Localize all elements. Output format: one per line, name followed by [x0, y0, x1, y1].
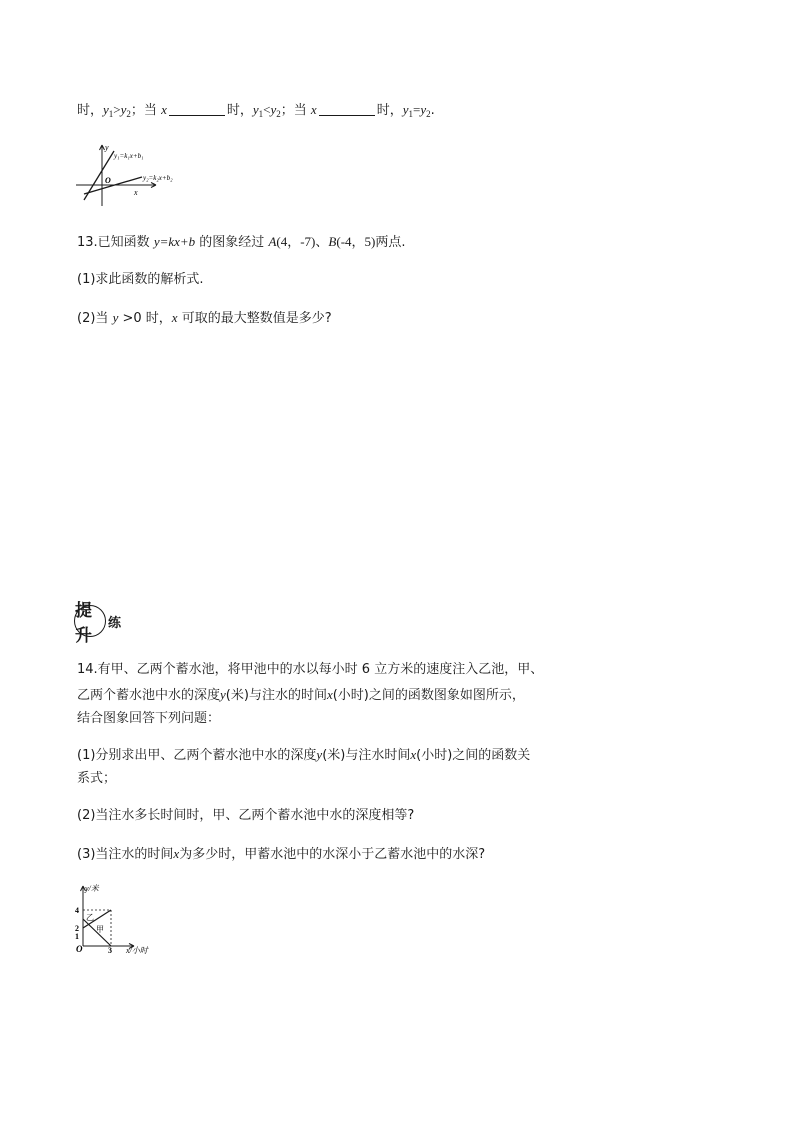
eq-sign: =: [412, 102, 421, 117]
answer-blank-2[interactable]: [319, 102, 375, 116]
subscript: 2: [126, 109, 131, 119]
q12-text: ；当: [280, 103, 311, 118]
var-x: x: [410, 747, 417, 762]
subscript: 1: [108, 109, 114, 119]
q12-text: 时，: [226, 103, 253, 118]
line2-label: y₂=k₂x+b₂: [143, 174, 173, 182]
var-y: y: [120, 102, 127, 117]
badge-text: 提升: [75, 601, 91, 646]
q13-part2: [77, 309, 332, 328]
q12-line: [77, 101, 435, 123]
var-y: y: [103, 102, 109, 117]
x-axis-label: x: [134, 188, 138, 197]
var-y: y: [112, 310, 119, 325]
var-y: y: [316, 747, 323, 762]
label-jia: 甲: [96, 925, 104, 934]
x-axis-label: x/小时: [126, 946, 148, 955]
q14-part3: [77, 845, 485, 864]
point-a: A: [268, 234, 277, 249]
q13-text: >0 时，: [118, 311, 172, 326]
line1-label: y₁=k₁x+b₁: [114, 152, 144, 160]
q14-text: (3)当注水的时间: [77, 847, 174, 862]
answer-blank-1[interactable]: [169, 102, 225, 116]
graph-two-lines: [74, 142, 192, 208]
origin-label: O: [76, 944, 83, 954]
q12-text: ；当: [130, 103, 162, 118]
subscript: 1: [408, 109, 413, 119]
q13-stem: [77, 233, 406, 252]
q14-line3: 结合图象回答下列问题：: [77, 711, 221, 726]
q12-text: .: [430, 103, 435, 118]
var-x: x: [326, 687, 333, 702]
subscript: 2: [276, 109, 281, 119]
q13-text: 13.已知函数: [77, 235, 154, 250]
lt-sign: <: [263, 102, 271, 117]
var-y: y: [252, 102, 259, 117]
q13-text: 可取的最大整数值是多少?: [177, 311, 332, 326]
point-a-coords: (4，-7): [276, 234, 316, 249]
q13-text: 、: [315, 235, 329, 250]
var-x: x: [171, 310, 178, 325]
gt-sign: >: [113, 102, 121, 117]
q14-part2: (2)当注水多长时间时，甲、乙两个蓄水池中水的深度相等?: [77, 808, 415, 823]
tick-4: 4: [75, 906, 79, 915]
var-x: x: [173, 846, 180, 861]
q13-text: (2)当: [77, 311, 113, 326]
function-expr: y=kx+b: [153, 234, 196, 249]
q14-part1: [77, 746, 530, 765]
var-x: x: [161, 102, 167, 117]
tick-2: 2: [75, 924, 79, 933]
q14-text: (1)分别求出甲、乙两个蓄水池中水的深度: [77, 748, 317, 763]
q13-text: 两点.: [375, 235, 406, 250]
point-b: B: [328, 234, 337, 249]
subscript: 2: [426, 109, 431, 119]
badge-tail-text: 练: [108, 615, 122, 631]
y-axis-label: y/米: [85, 884, 99, 893]
q12-text: 时，: [77, 103, 104, 118]
var-y: y: [402, 102, 409, 117]
q14-part1-cont: 系式；: [77, 771, 117, 786]
label-yi: 乙: [86, 913, 94, 922]
q14-text: (米)与注水时间: [322, 748, 411, 763]
q13-part1: (1)求此函数的解析式.: [77, 272, 204, 287]
point-b-coords: (-4，5): [336, 234, 376, 249]
origin-label: O: [105, 176, 111, 185]
tick-1: 1: [75, 932, 79, 941]
q14-text: (小时)之间的函数图象如图所示，: [332, 688, 525, 703]
q14-text: 乙两个蓄水池中水的深度: [77, 688, 221, 703]
var-y: y: [420, 102, 427, 117]
q14-text: (小时)之间的函数关: [416, 748, 531, 763]
q14-line1: 14.有甲、乙两个蓄水池，将甲池中的水以每小时 6 立方米的速度注入乙池，甲、: [77, 662, 544, 677]
q14-line2: [77, 686, 525, 705]
q13-text: 的图象经过: [195, 235, 269, 250]
q12-text: 时，: [376, 103, 403, 118]
section-heading: [74, 601, 122, 646]
y-axis-label: y: [105, 143, 109, 152]
var-y: y: [270, 102, 277, 117]
var-x: x: [310, 102, 317, 117]
var-y: y: [220, 687, 226, 702]
subscript: 1: [258, 109, 264, 119]
q14-text: (米)与注水的时间: [225, 688, 327, 703]
graph-reservoir: [72, 880, 164, 960]
tick-3: 3: [108, 946, 112, 955]
q14-text: 为多少时，甲蓄水池中的水深小于乙蓄水池中的水深?: [179, 847, 486, 862]
section-badge: [74, 601, 106, 646]
